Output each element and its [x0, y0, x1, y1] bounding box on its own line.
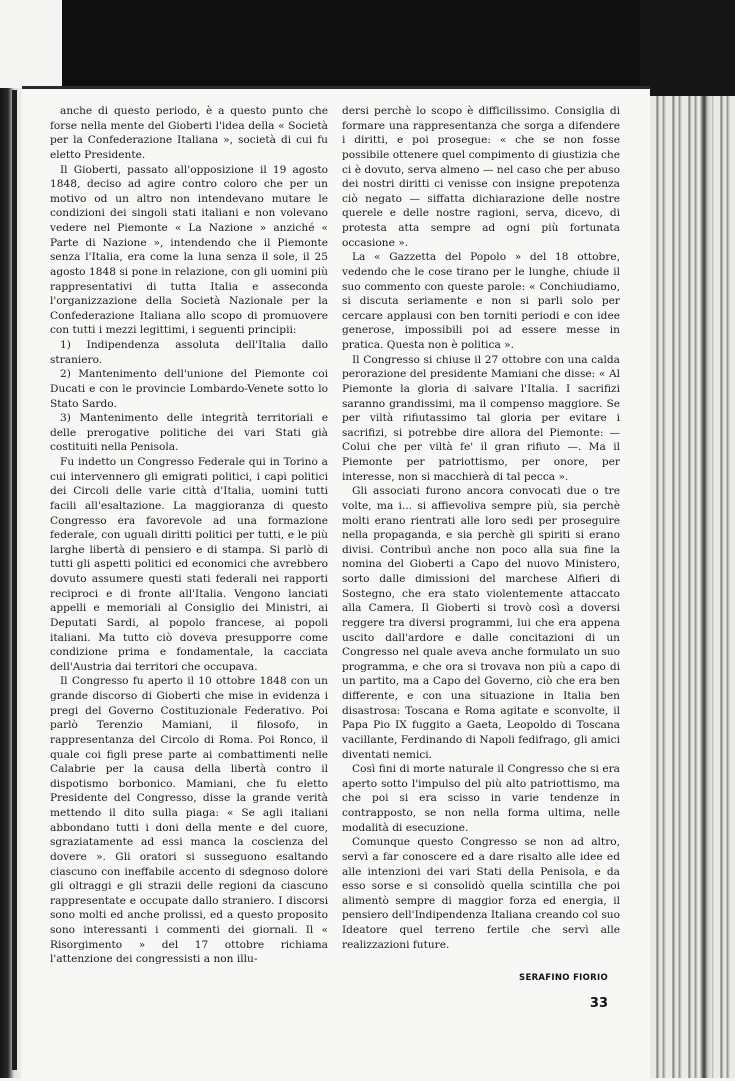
paragraph: Il Congresso fu aperto il 10 ottobre 1848 con un grande discorso di Gioberti che mise in evidenza i pregi del Governo Costituzionale Federativo. Poi parlò Terenzio Mamiani, il filosofo, in rappresentanza del Circolo di Roma. Poi Ronco, il quale coi figli prese parte ai combattimenti nelle Calabrie per la causa della libertà contro il dispotismo borbonico. Mamiani, che fu eletto Presidente del Congresso, disse la grande verità mettendo il dito sulla piaga: « Se agli italiani abbondano tutti i doni della mente e del cuore, sgraziatamente ad essi manca la coscienza del dovere ». Gli oratori si susseguono esaltando ciascuno con ineffabile accento di sdegnoso dolore gli oltraggi e gli strazii delle regioni da ciascuno rappresentate e occupate dallo straniero. I discorsi sono molti ed anche prolissi, ed a questo proposito sono interessanti i commenti dei giornali. Il « Risorgimento » del 17 ottobre richiama l'attenzione dei congressisti a non illu-	[50, 675, 328, 966]
page-number: 33	[589, 996, 608, 1011]
left-text-column	[50, 104, 328, 967]
paragraph: Così fini di morte naturale il Congresso che si era aperto sotto l'impulso del più alto patriottismo, ma che poi si era scisso in varie tendenze in contrapposto, se non nella forma ultima, nelle modalità di esecuzione.	[342, 763, 620, 834]
paragraph: anche di questo periodo, è a questo punto che forse nella mente del Gioberti l'idea della « Società per la Confederazione Italiana », società di cui fu eletto Presidente.	[50, 105, 328, 161]
paragraph: Il Congresso si chiuse il 27 ottobre con una calda perorazione del presidente Mamiani che disse: « Al Piemonte la gloria di salvare l'Italia. I sacrifizi saranno grandissimi, ma il compenso maggiore. Se per viltà rifiutassimo tal gloria per evitare i sacrifizi, si potrebbe dire allora del Piemonte: — Colui che per viltà fe' il gran rifiuto —. Ma il Piemonte per patriottismo, per onore, per interesse, non si macchierà di tal pecca ».	[342, 353, 620, 483]
scan-top-shadow	[62, 0, 735, 88]
book-spine-edge	[12, 90, 17, 1070]
paragraph: dersi perchè lo scopo è difficilissimo. Consiglia di formare una rappresentanza che sorga a difendere i diritti, e poi prosegue: « che se non fosse possibile ottenere quel compimento di giustizia che ci è dovuto, serva almeno — nel caso che per abuso dei nostri diritti ci venisse con insigne prepotenza ciò negato — siffatta dichiarazione delle nostre querele e delle nostre ragioni, serva, dicevo, di protesta atta sempre ad ogni più fortunata occasione ».	[342, 105, 620, 249]
paragraph: La « Gazzetta del Popolo » del 18 ottobre, vedendo che le cose tirano per le lunghe, chiude il suo commento con queste parole: « Conchiudiamo, si discuta seriamente e non si parli solo per cercare applausi con ben torniti periodi e con idee generose, impossibili poi ad essere messe in pratica. Questa non è politica ».	[342, 251, 620, 351]
list-item: 1) Indipendenza assoluta dell'Italia dallo straniero.	[50, 339, 328, 366]
right-text-column	[342, 104, 620, 952]
author-signature: SERAFINO FIORIO	[519, 973, 608, 983]
paragraph: Fu indetto un Congresso Federale qui in Torino a cui intervennero gli emigrati politici, i capi politici dei Circoli delle varie città d'Italia, uomini tutti facili all'esaltazione. La maggioranza di questo Congresso era favorevole ad una formazione federale, con uguali diritti politici per tutti, e le più larghe libertà di pensiero e di stampa. Si parlò di tutti gli aspetti politici ed economici che avrebbero dovuto assumere questi stati federali nei rapporti reciproci e di fronte all'Italia. Vengono lanciati appelli e memoriali al Consiglio dei Ministri, ai Deputati Sardi, al popolo francese, ai popoli italiani. Ma tutto ciò doveva presupporre come condizione prima e fondamentale, la cacciata dell'Austria dai territori che occupava.	[50, 456, 328, 673]
list-item: 2) Mantenimento dell'unione del Piemonte coi Ducati e con le provincie Lombardo-Venete sotto lo Stato Sardo.	[50, 368, 328, 410]
page-stack-shadow	[700, 96, 712, 1078]
paragraph: Gli associati furono ancora convocati due o tre volte, ma i... si affievoliva sempre più, sia perchè molti erano rientrati alle loro sedi per proseguire nella propaganda, e sia perchè gli spiriti si erano divisi. Contribuì anche non poco alla sua fine la nomina del Gioberti a Capo del nuovo Ministero, sorto dalle dimissioni del marchese Alfieri di Sostegno, che era stato violentemente attaccato alla Camera. Il Gioberti si trovò così a doversi reggere tra diversi programmi, lui che era appena uscito dall'ardore e dalle concitazioni di un Congresso nel quale aveva anche formulato un suo programma, e che ora si trovava non più a capo di un partito, ma a Capo del Governo, ciò che era ben differente, e con una situazione in Italia ben disastrosa: Toscana e Roma agitate e sconvolte, il Papa Pio IX fuggito a Gaeta, Leopoldo di Toscana vacillante, Ferdinando di Napoli fedifrago, gli amici diventati nemici.	[342, 485, 620, 761]
scan-corner-shadow	[640, 0, 735, 110]
paragraph: Comunque questo Congresso se non ad altro, servì a far conoscere ed a dare risalto alle idee ed alle intenzioni dei vari Stati della Penisola, e da esso sorse e si consolidò quella scintilla che poi alimentò sempre di maggior forza ed energia, il pensiero dell'Indipendenza Italiana creando col suo Ideatore quel terreno fertile che servì alle realizzazioni future.	[342, 836, 620, 951]
paragraph: Il Gioberti, passato all'opposizione il 19 agosto 1848, deciso ad agire contro coloro che per un motivo od un altro non intendevano mutare le condizioni dei singoli stati italiani e non volevano vedere nel Piemonte « La Nazione » anziché « Parte di Nazione », intendendo che il Piemonte senza l'Italia, era come la luna senza il sole, il 25 agosto 1848 si pone in relazione, con gli uomini più rappresentativi di tutta Italia e asseconda l'organizzazione della Società Nazionale per la Confederazione Italiana allo scopo di promuovere con tutti i mezzi legittimi, i seguenti principii:	[50, 163, 328, 337]
list-item: 3) Mantenimento delle integrità territoriali e delle prerogative politiche dei vari Stati già costituiti nella Penisola.	[50, 412, 328, 454]
page-stack-edges	[650, 96, 735, 1078]
